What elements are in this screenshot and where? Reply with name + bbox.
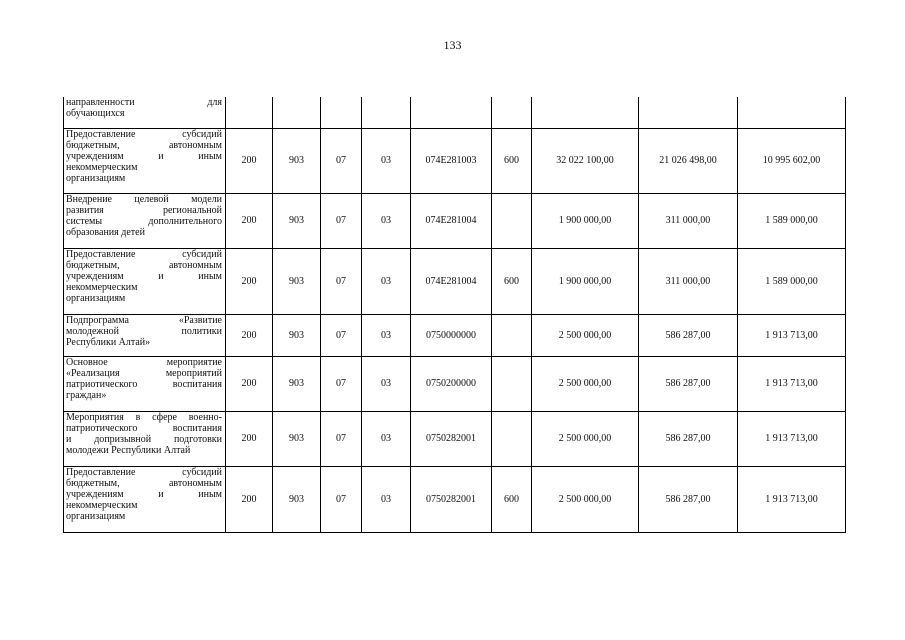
- amount-executed-cell: 311 000,00: [639, 193, 738, 248]
- budget-table: [63, 97, 846, 533]
- row-description: [64, 128, 226, 193]
- description-line: Предоставление субсидий: [66, 466, 222, 478]
- amount-remainder-cell: 10 995 602,00: [738, 128, 846, 193]
- expense-type-cell: 600: [492, 466, 532, 532]
- subsection-cell: 03: [362, 314, 411, 356]
- table-body: [64, 97, 846, 532]
- target-article-cell: [411, 97, 492, 128]
- amount-executed-cell: 586 287,00: [639, 411, 738, 466]
- expense-type-cell: [492, 97, 532, 128]
- row-description: [64, 97, 226, 128]
- subsection-cell: 03: [362, 248, 411, 314]
- expense-type-cell: 600: [492, 128, 532, 193]
- amount-plan-cell: 2 500 000,00: [532, 356, 639, 411]
- dept-code-cell: 903: [273, 248, 321, 314]
- description-line: Предоставление субсидий: [66, 128, 222, 140]
- amount-executed-cell: 586 287,00: [639, 314, 738, 356]
- admin-code-cell: 200: [226, 314, 273, 356]
- table-row: [64, 248, 846, 314]
- section-cell: [321, 97, 362, 128]
- dept-code-cell: 903: [273, 356, 321, 411]
- description-line: Внедрение целевой модели: [66, 193, 222, 205]
- dept-code-cell: 903: [273, 466, 321, 532]
- amount-remainder-cell: 1 913 713,00: [738, 356, 846, 411]
- description-line: молодежной политики: [66, 325, 222, 337]
- dept-code-cell: 903: [273, 314, 321, 356]
- description-line: организациям: [66, 172, 126, 184]
- section-cell: 07: [321, 193, 362, 248]
- description-line: бюджетным, автономным: [66, 259, 222, 271]
- description-line: «Реализация мероприятий: [66, 367, 222, 379]
- amount-plan-cell: 2 500 000,00: [532, 411, 639, 466]
- page-number: 133: [443, 38, 462, 52]
- description-line: организациям: [66, 510, 126, 522]
- description-line: патриотического воспитания: [66, 422, 222, 434]
- description-line: граждан»: [66, 389, 107, 401]
- target-article-cell: 074E281004: [411, 193, 492, 248]
- section-cell: 07: [321, 411, 362, 466]
- row-description: [64, 193, 226, 248]
- table-row: [64, 97, 846, 128]
- description-line: учреждениям и иным: [66, 488, 222, 500]
- table-row: [64, 356, 846, 411]
- amount-plan-cell: [532, 97, 639, 128]
- row-description: [64, 411, 226, 466]
- expense-type-cell: [492, 411, 532, 466]
- amount-remainder-cell: 1 913 713,00: [738, 411, 846, 466]
- expense-type-cell: [492, 314, 532, 356]
- description-line: учреждениям и иным: [66, 150, 222, 162]
- section-cell: 07: [321, 128, 362, 193]
- admin-code-cell: 200: [226, 356, 273, 411]
- amount-executed-cell: [639, 97, 738, 128]
- description-line: направленности для: [66, 97, 222, 108]
- description-line: Республики Алтай»: [66, 336, 151, 348]
- description-line: развития региональной: [66, 204, 222, 216]
- expense-type-cell: [492, 356, 532, 411]
- description-line: некоммерческим: [66, 161, 138, 173]
- amount-remainder-cell: 1 913 713,00: [738, 314, 846, 356]
- amount-executed-cell: 586 287,00: [639, 466, 738, 532]
- row-description: [64, 356, 226, 411]
- admin-code-cell: 200: [226, 128, 273, 193]
- description-line: учреждениям и иным: [66, 270, 222, 282]
- table-row: [64, 193, 846, 248]
- amount-remainder-cell: 1 913 713,00: [738, 466, 846, 532]
- subsection-cell: [362, 97, 411, 128]
- section-cell: 07: [321, 248, 362, 314]
- table-row: [64, 466, 846, 532]
- description-line: некоммерческим: [66, 499, 138, 511]
- section-cell: 07: [321, 466, 362, 532]
- amount-plan-cell: 2 500 000,00: [532, 314, 639, 356]
- description-line: Основное мероприятие: [66, 356, 222, 368]
- row-description: [64, 314, 226, 356]
- description-line: системы дополнительного: [66, 215, 222, 227]
- amount-plan-cell: 2 500 000,00: [532, 466, 639, 532]
- description-line: бюджетным, автономным: [66, 139, 222, 151]
- expense-type-cell: 600: [492, 248, 532, 314]
- target-article-cell: 0750282001: [411, 466, 492, 532]
- description-line: Предоставление субсидий: [66, 248, 222, 260]
- section-cell: 07: [321, 314, 362, 356]
- description-line: бюджетным, автономным: [66, 477, 222, 489]
- admin-code-cell: 200: [226, 411, 273, 466]
- amount-executed-cell: 311 000,00: [639, 248, 738, 314]
- target-article-cell: 0750000000: [411, 314, 492, 356]
- description-line: Мероприятия в сфере военно-: [66, 411, 222, 423]
- amount-plan-cell: 1 900 000,00: [532, 193, 639, 248]
- amount-plan-cell: 32 022 100,00: [532, 128, 639, 193]
- subsection-cell: 03: [362, 128, 411, 193]
- table-row: [64, 411, 846, 466]
- section-cell: 07: [321, 356, 362, 411]
- dept-code-cell: 903: [273, 411, 321, 466]
- admin-code-cell: [226, 97, 273, 128]
- description-line: Подпрограмма «Развитие: [66, 314, 222, 326]
- amount-plan-cell: 1 900 000,00: [532, 248, 639, 314]
- amount-executed-cell: 586 287,00: [639, 356, 738, 411]
- description-line: организациям: [66, 292, 126, 304]
- target-article-cell: 0750282001: [411, 411, 492, 466]
- description-line: и допризывной подготовки: [66, 433, 222, 445]
- amount-remainder-cell: 1 589 000,00: [738, 193, 846, 248]
- amount-remainder-cell: [738, 97, 846, 128]
- row-description: [64, 466, 226, 532]
- admin-code-cell: 200: [226, 466, 273, 532]
- target-article-cell: 074E281004: [411, 248, 492, 314]
- dept-code-cell: 903: [273, 193, 321, 248]
- amount-remainder-cell: 1 589 000,00: [738, 248, 846, 314]
- target-article-cell: 0750200000: [411, 356, 492, 411]
- description-line: патриотического воспитания: [66, 378, 222, 390]
- table-row: [64, 128, 846, 193]
- description-line: молодежи Республики Алтай: [66, 444, 191, 456]
- subsection-cell: 03: [362, 193, 411, 248]
- dept-code-cell: 903: [273, 128, 321, 193]
- subsection-cell: 03: [362, 411, 411, 466]
- description-line: некоммерческим: [66, 281, 138, 293]
- target-article-cell: 074E281003: [411, 128, 492, 193]
- amount-executed-cell: 21 026 498,00: [639, 128, 738, 193]
- admin-code-cell: 200: [226, 193, 273, 248]
- description-line: обучающихся: [66, 108, 125, 119]
- description-line: образования детей: [66, 226, 145, 238]
- subsection-cell: 03: [362, 356, 411, 411]
- subsection-cell: 03: [362, 466, 411, 532]
- admin-code-cell: 200: [226, 248, 273, 314]
- table-row: [64, 314, 846, 356]
- expense-type-cell: [492, 193, 532, 248]
- dept-code-cell: [273, 97, 321, 128]
- row-description: [64, 248, 226, 314]
